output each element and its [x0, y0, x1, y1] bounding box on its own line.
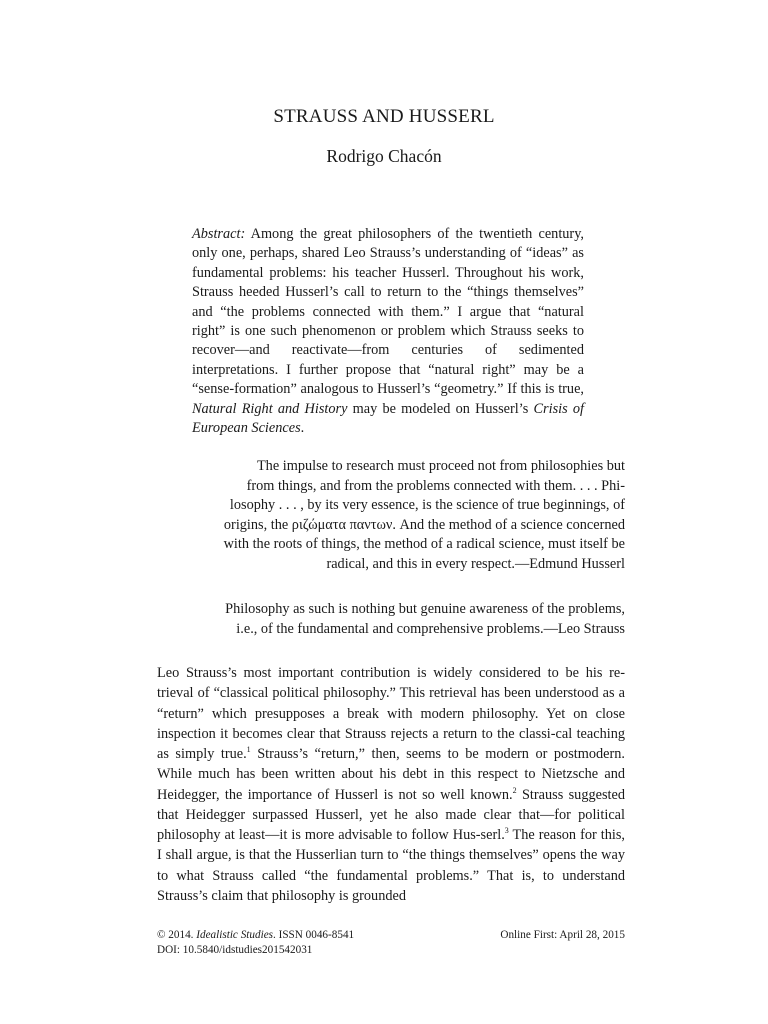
copyright-prefix: © 2014.: [157, 929, 197, 941]
footnote-marker[interactable]: 2: [512, 785, 517, 795]
abstract: [192, 225, 584, 438]
copyright-line: [157, 928, 354, 943]
online-first-date: Online First: April 28, 2015: [500, 929, 625, 941]
body-text-segment: Strauss’s “return,” then, seems to be modern or postmodern. While much has been written about his debt in this respect to Nietzsche and Heidegger, the importance of Husserl is not so well known.: [157, 746, 625, 803]
article-title: STRAUSS AND HUSSERL: [273, 106, 495, 127]
body-text-segment: Leo Strauss’s most important contribution is widely considered to be his re-trieval of “classical political philosophy.” This retrieval has been understood as a “return” which presupposes a break with modern philosophy. Yet on close inspection it becomes clear that Strauss rejects a return to the classi-cal teaching as simply true.: [157, 665, 625, 762]
body-text: [157, 663, 625, 906]
article-author: Rodrigo Chacón: [326, 146, 442, 166]
epigraph-husserl: [185, 457, 625, 575]
epigraph-line: The impulse to research must proceed not from philosophies but: [256, 458, 625, 474]
epigraph-line: origins, the ριζώματα παντων. And the method of a science concerned: [223, 516, 625, 533]
footer-right: [500, 928, 625, 943]
journal-name: Idealistic Studies: [196, 929, 274, 941]
epigraph-line: from things, and from the problems connected with them. . . . Phi-: [246, 477, 625, 494]
body-text-segment: Strauss suggested that Heidegger surpassed Husserl, yet he also made clear that—for political philosophy at least—it is more advisable to follow Hus-serl.: [157, 786, 626, 843]
abstract-text: Among the great philosophers of the twentieth century, only one, perhaps, shared Leo Strauss’s understanding of “ideas” as fundamental problems: his teacher Husserl. Throughout his work, Strauss heeded Husserl’s call to return to the “things themselves” and “the problems connected with them.” I argue that “natural right” is one such phenomenon or problem which Strauss seeks to recover—and reactivate—from centuries of sedimented interpretations. I further propose that “natural right” may be a “sense-formation” analogous to Husserl’s “geometry.” If this is true,: [192, 226, 584, 398]
epigraph-line: radical, and this in every respect.—Edmund Husserl: [326, 555, 625, 572]
abstract-paragraph: [192, 225, 584, 438]
abstract-text: may be modeled on Husserl’s: [347, 400, 534, 417]
abstract-italic-title: Natural Right and History: [192, 400, 348, 417]
footer-left: [157, 928, 354, 958]
footnote-marker[interactable]: 1: [246, 745, 251, 754]
abstract-text: .: [300, 420, 305, 437]
epigraph-line: with the roots of things, the method of a radical science, must itself be: [223, 536, 625, 553]
abstract-italic-title: Crisis of European Sciences: [192, 400, 584, 437]
abstract-label: Abstract:: [192, 226, 246, 242]
epigraph-strauss: [185, 600, 625, 639]
body-paragraph: [157, 663, 625, 906]
issn: . ISSN 0046-8541: [273, 929, 355, 941]
doi: DOI: 10.5840/idstudies201542031: [157, 944, 313, 956]
epigraph-line: losophy . . . , by its very essence, is the science of true beginnings, of: [229, 497, 625, 514]
footnote-marker[interactable]: 3: [504, 826, 509, 835]
epigraph-line: i.e., of the fundamental and comprehensive problems.—Leo Strauss: [236, 620, 625, 637]
body-text-segment: The reason for this, I shall argue, is that the Husserlian turn to “the things themselves” opens the way to what Strauss called “the fundamental problems.” That is, to understand Strauss’s claim that philosophy is grounded: [157, 827, 625, 904]
epigraph-line: Philosophy as such is nothing but genuine awareness of the problems,: [225, 601, 625, 617]
